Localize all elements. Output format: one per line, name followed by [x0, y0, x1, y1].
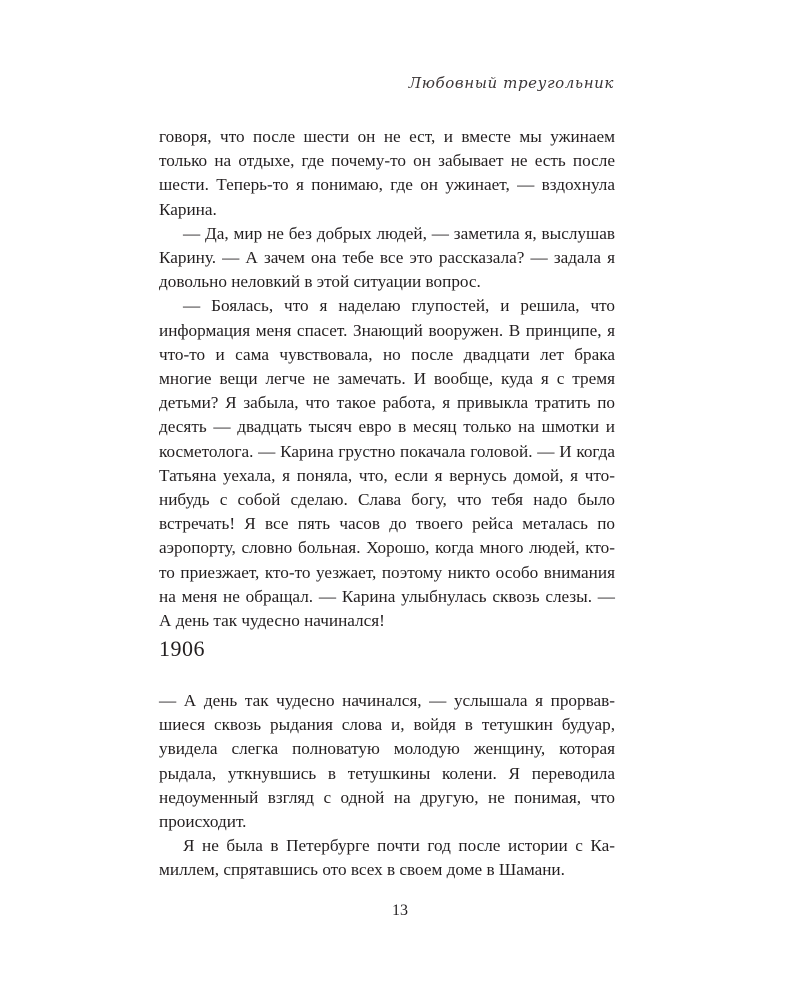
text-block-1: [159, 125, 615, 633]
paragraph: говоря, что после шести он не ест, и вместе мы ужинаем только на отдыхе, где почему-то он забывает не есть после шести. Теперь-то я понимаю, где он ужинает, — вздохнула Карина.: [159, 127, 615, 219]
page-number: 13: [392, 902, 408, 919]
section-heading: 1906: [159, 636, 205, 661]
paragraph: — Боялась, что я наделаю глупостей, и решила, что информация меня спасет. Знающий вооружен. В принципе, я что-то и сама чувствовала, но после двадцати лет брака многие вещи легче не замечать. И вообще, куда я с тремя детьми? Я забыла, что такое работа, я привыкла тратить по десять — двадцать тысяч евро в месяц только на шмотки и косметолога. — Карина грустно покачала головой. — И когда Татьяна уехала, я поняла, что, если я вернусь домой, я что-нибудь с собой сделаю. Слава богу, что тебя надо было встречать! Я все пять часов до твоего рейса металась по аэропорту, словно больная. Хорошо, когда много людей, кто-то приезжает, кто-то уезжает, поэтому никто особо внимания на меня не обращал. — Карина улыбнулась сквозь слезы. — А день так чудесно начинался!: [159, 296, 615, 631]
paragraph: Я не была в Петербурге почти год после истории с Камиллем, спрятавшись ото всех в своем доме в Шамани.: [159, 836, 615, 880]
paragraph: — А день так чудесно начинался, — услышала я прорвавшиеся сквозь рыдания слова и, войдя в тетушкин будуар, увидела слегка полноватую молодую женщину, которая рыдала, уткнувшись в тетушкины колени. Я переводила недоуменный взгляд с одной на другую, не понимая, что происходит.: [159, 691, 615, 832]
running-head: Любовный треугольник: [408, 74, 614, 92]
paragraph: — Да, мир не без добрых людей, — заметила я, выслушав Карину. — А зачем она тебе все это рассказала? — задала я довольно неловкий в этой ситуации вопрос.: [159, 223, 615, 292]
text-block-2: [159, 689, 615, 883]
